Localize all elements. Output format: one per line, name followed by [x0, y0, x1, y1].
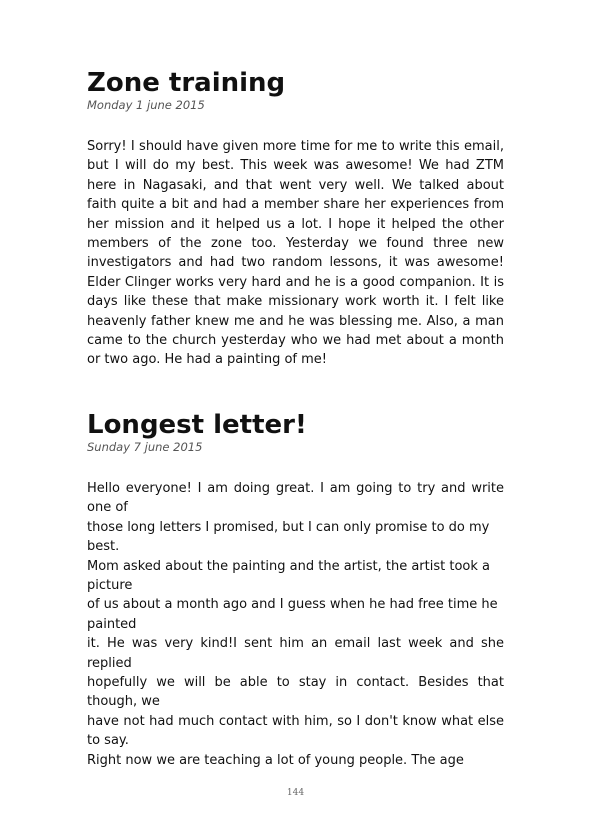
entry-title: Longest letter!: [87, 410, 307, 440]
entry-body: [87, 479, 504, 770]
entry-body: Sorry! I should have given more time for me to write this email, but I will do my best. This week was awesome! We had ZTM here in Nagasaki, and that went very well. We talked about faith quite a bit and had a member share her experiences from her mission and it helped us a lot. I hope it helped the other members of the zone too. Yesterday we found three new investigators and had two random lessons, it was awesome! Elder Clinger works very hard and he is a good companion. It is days like these that make missionary work worth it. I felt like heavenly father knew me and he was blessing me. Also, a man came to the church yesterday who we had met about a month or two ago. He had a painting of me!: [87, 139, 504, 368]
body-line: of us about a month ago and I guess when he had free time he painted: [87, 597, 498, 632]
body-line: Hello everyone! I am doing great. I am going to try and write one of: [87, 481, 504, 516]
body-line: those long letters I promised, but I can only promise to do my best.: [87, 519, 490, 555]
body-line: it. He was very kind!I sent him an email last week and she replied: [87, 636, 504, 671]
body-line: Mom asked about the painting and the artist, the artist took a picture: [87, 558, 490, 594]
journal-entry: [87, 68, 504, 370]
body-line: have not had much contact with him, so I don't know what else to say.: [87, 713, 504, 749]
entry-date: Sunday 7 june 2015: [87, 440, 203, 454]
page-number: 144: [286, 788, 305, 798]
body-line: Right now we are teaching a lot of young people. The age: [87, 752, 464, 768]
entry-title: Zone training: [87, 68, 286, 98]
body-line: hopefully we will be able to stay in contact. Besides that though, we: [87, 675, 504, 710]
entry-date: Monday 1 june 2015: [87, 98, 205, 112]
journal-entry: [87, 410, 504, 770]
